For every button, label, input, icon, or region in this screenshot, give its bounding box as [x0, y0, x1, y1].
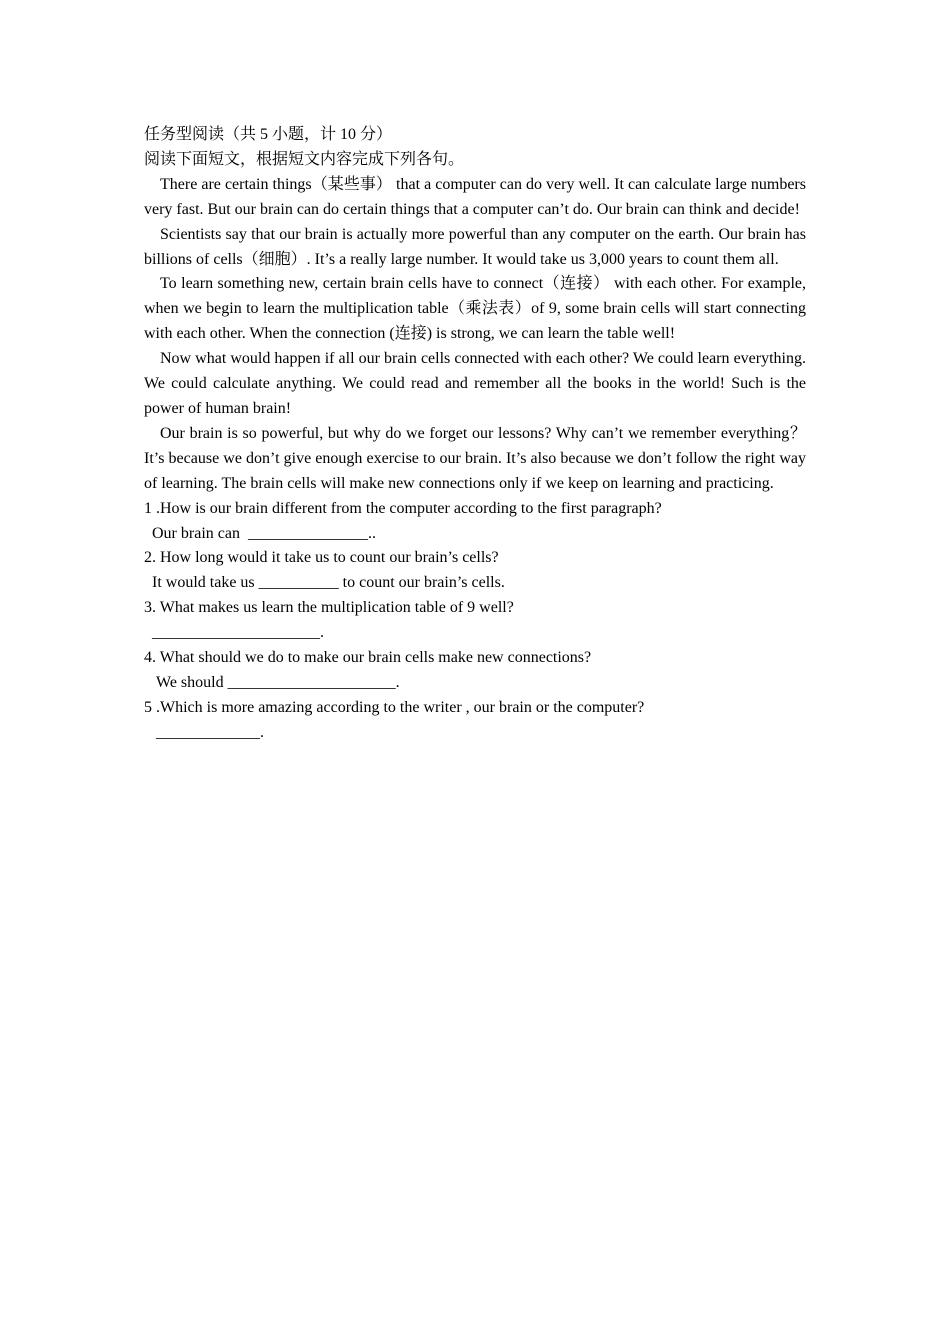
question-5: 5 .Which is more amazing according to the writer , our brain or the computer? [144, 698, 645, 716]
answer-2: It would take us __________ to count our brain’s cells. [152, 574, 505, 592]
answer-1: Our brain can _______________.. [152, 524, 376, 542]
section-instruction: 阅读下面短文，根据短文内容完成下列各句。 [144, 150, 465, 168]
answer-3: _____________________. [152, 624, 324, 642]
question-4: 4. What should we do to make our brain cells make new connections? [144, 649, 592, 667]
passage-paragraph-1: There are certain things（某些事） that a computer can do very well. It can calculate large numbers very fast. But our brain can do certain things that a computer can’t do. Our brain can think and decide! [144, 175, 806, 218]
question-1: 1 .How is our brain different from the computer according to the first paragraph? [144, 499, 662, 517]
answer-5: _____________. [156, 723, 264, 741]
answer-4: We should _____________________. [156, 673, 400, 691]
document-page [144, 123, 806, 746]
passage-paragraph-2: Scientists say that our brain is actually more powerful than any computer on the earth. Our brain has billions of cells（细胞）. It’s a really large number. It would take us 3,000 years to count them all. [144, 225, 806, 268]
question-2: 2. How long would it take us to count our brain’s cells? [144, 549, 499, 567]
passage-paragraph-3: To learn something new, certain brain cells have to connect（连接） with each other. For example, when we begin to learn the multiplication table（乘法表）of 9, some brain cells will start connecting with each other. When the connection (连接) is strong, we can learn the table well! [144, 275, 806, 343]
passage-paragraph-4: Now what would happen if all our brain cells connected with each other? We could learn everything. We could calculate anything. We could read and remember all the books in the world! Such is the power of human brain! [144, 350, 806, 417]
section-title: 任务型阅读（共 5 小题，计 10 分） [144, 126, 393, 143]
passage-paragraph-5: Our brain is so powerful, but why do we forget our lessons? Why can’t we remember everything？It’s because we don’t give enough exercise to our brain. It’s also because we don’t follow the right way of learning. The brain cells will make new connections only if we keep on learning and practicing. [144, 424, 806, 492]
question-3: 3. What makes us learn the multiplication table of 9 well? [144, 599, 514, 617]
